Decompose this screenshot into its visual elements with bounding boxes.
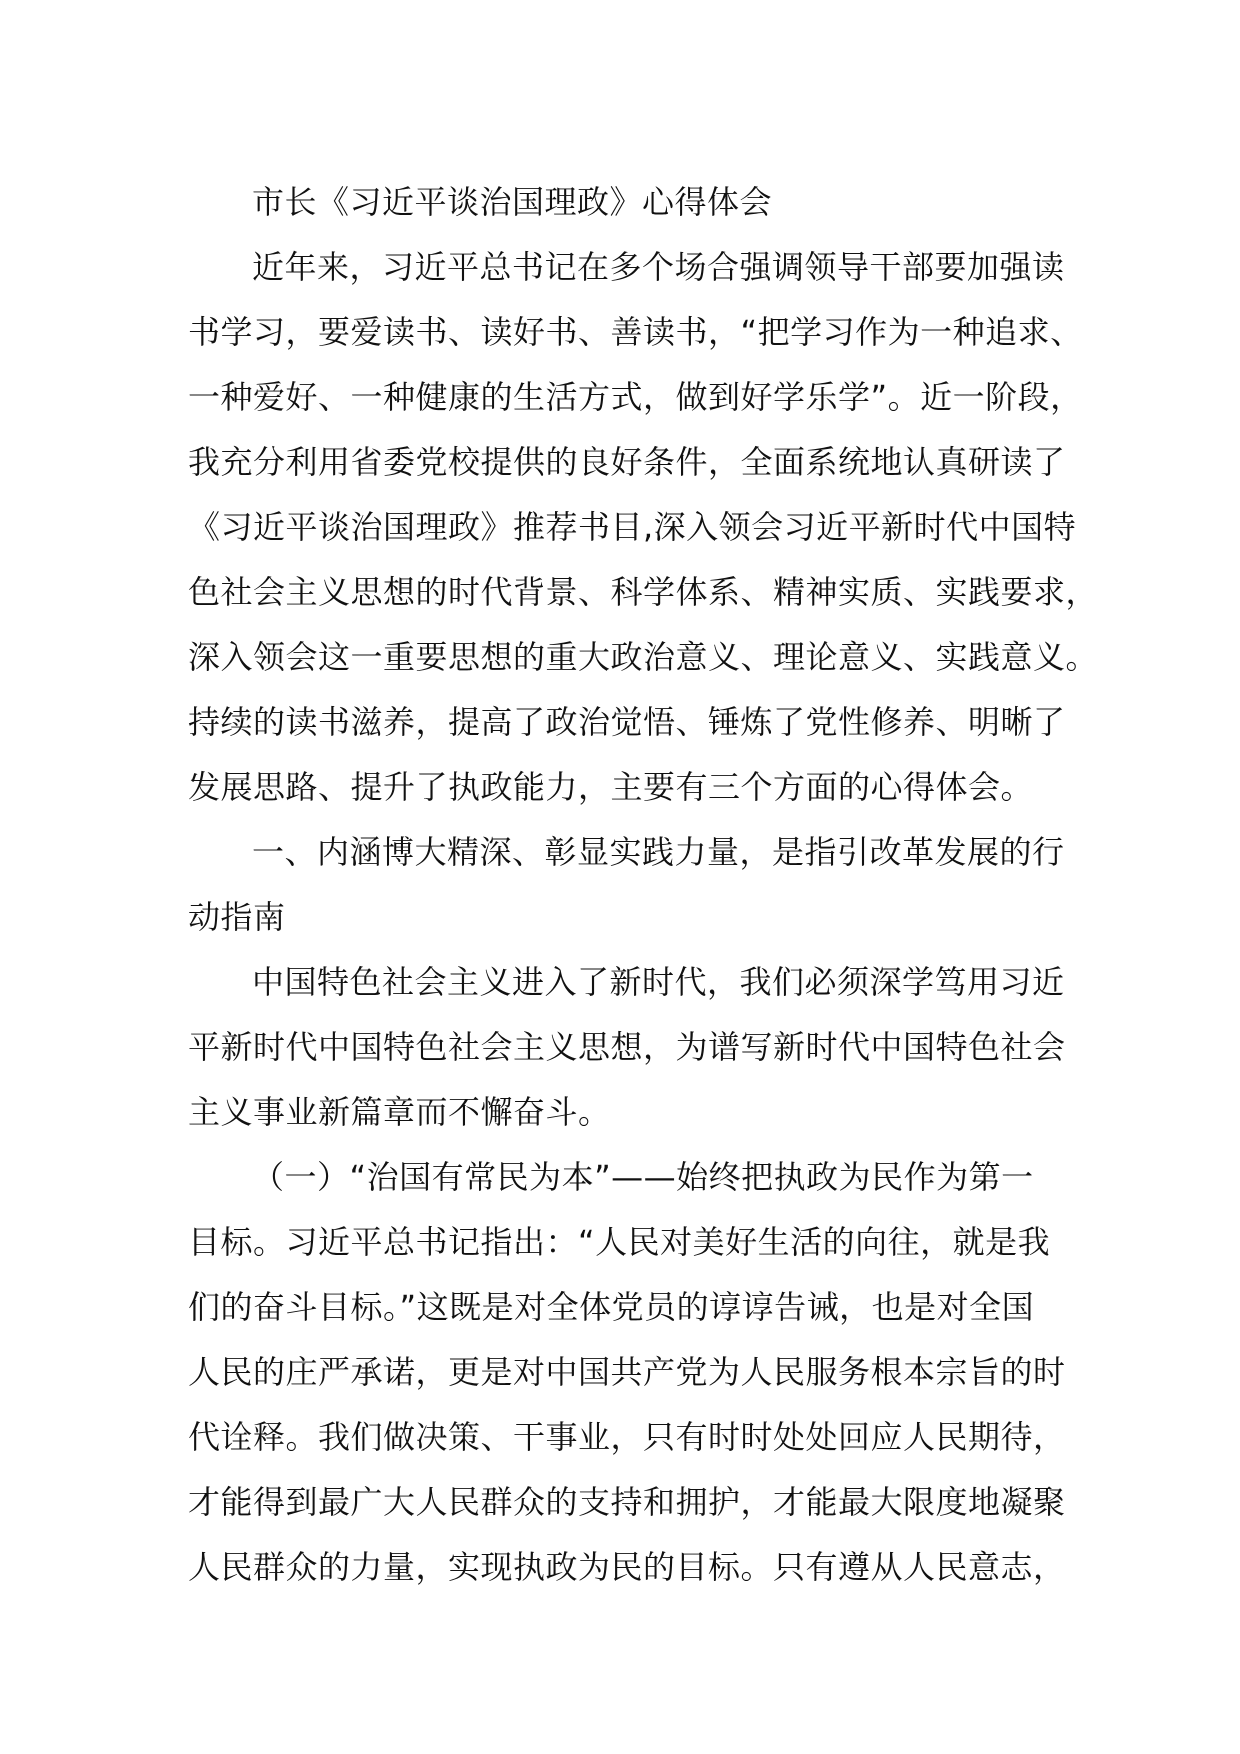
paragraph-line: 人民的庄严承诺，更是对中国共产党为人民服务根本宗旨的时: [188, 1353, 1066, 1391]
paragraph-line: 持续的读书滋养，提高了政治觉悟、锤炼了党性修养、明晰了: [188, 703, 1066, 741]
document-body: [188, 170, 1099, 1600]
paragraph-line: 代诠释。我们做决策、干事业，只有时时处处回应人民期待，: [188, 1418, 1066, 1456]
paragraph-line: 发展思路、提升了执政能力，主要有三个方面的心得体会。: [188, 768, 1034, 806]
paragraph-line: 平新时代中国特色社会主义思想，为谱写新时代中国特色社会: [188, 1028, 1066, 1066]
paragraph-line: 主义事业新篇章而不懈奋斗。: [188, 1093, 611, 1131]
section-heading-line: 一、内涵博大精深、彰显实践力量，是指引改革发展的行: [252, 833, 1065, 871]
paragraph-line: 一种爱好、一种健康的生活方式，做到好学乐学”。近一阶段，: [188, 378, 1083, 416]
paragraph-line: 才能得到最广大人民群众的支持和拥护，才能最大限度地凝聚: [188, 1483, 1066, 1521]
paragraph-line: 中国特色社会主义进入了新时代，我们必须深学笃用习近: [252, 963, 1065, 1001]
paragraph-line: 目标。习近平总书记指出：“人民对美好生活的向往，就是我: [188, 1223, 1051, 1261]
section-heading-line: 动指南: [188, 898, 286, 936]
paragraph-line: 们的奋斗目标。”这既是对全体党员的谆谆告诫，也是对全国: [188, 1288, 1035, 1326]
paragraph-line: 色社会主义思想的时代背景、科学体系、精神实质、实践要求，: [188, 573, 1099, 611]
paragraph-line: 我充分利用省委党校提供的良好条件，全面系统地认真研读了: [188, 443, 1066, 481]
paragraph-line: 近年来，习近平总书记在多个场合强调领导干部要加强读: [252, 248, 1065, 286]
paragraph-line: 人民群众的力量，实现执政为民的目标。只有遵从人民意志，: [188, 1548, 1066, 1586]
paragraph-line: 书学习，要爱读书、读好书、善读书，“把学习作为一种追求、: [188, 313, 1083, 351]
paragraph-line: 深入领会这一重要思想的重大政治意义、理论意义、实践意义。: [188, 638, 1099, 676]
paragraph-line: 《习近平谈治国理政》推荐书目,深入领会习近平新时代中国特: [188, 508, 1077, 546]
document-title: 市长《习近平谈治国理政》心得体会: [252, 183, 773, 221]
paragraph-line: （一）“治国有常民为本”——始终把执政为民作为第一: [252, 1158, 1034, 1196]
